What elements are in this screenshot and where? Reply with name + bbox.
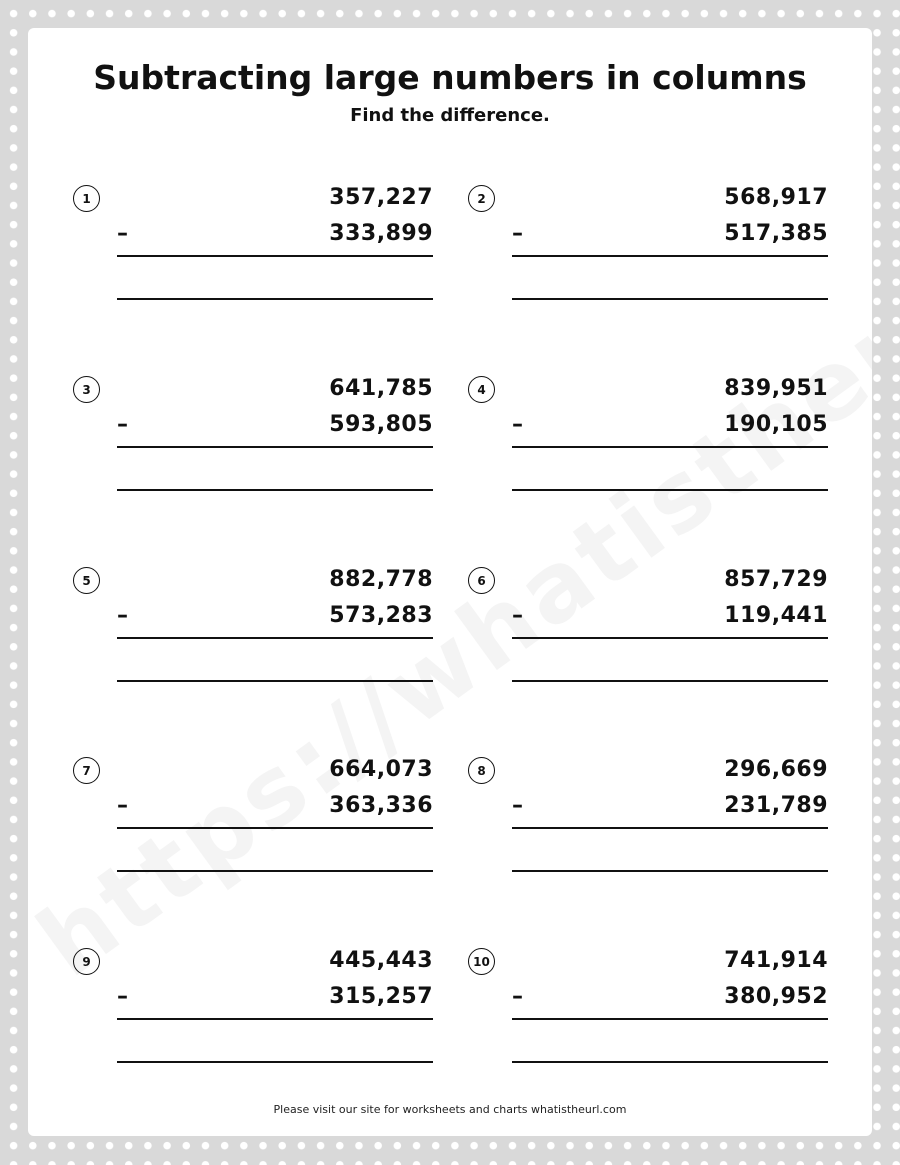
problem-number-badge: 1 [73, 185, 100, 212]
answer-line[interactable] [512, 680, 828, 682]
minus-sign: – [512, 603, 523, 628]
operation-line [512, 255, 828, 257]
answer-line[interactable] [512, 870, 828, 872]
minuend: 445,443 [329, 948, 433, 973]
subtrahend: 190,105 [724, 412, 828, 437]
subtrahend: 119,441 [724, 603, 828, 628]
problem-number-badge: 3 [73, 376, 100, 403]
problem-number-badge: 2 [468, 185, 495, 212]
problem-5 [73, 567, 433, 697]
minus-sign: – [512, 793, 523, 818]
minus-sign: – [117, 984, 128, 1009]
operation-line [512, 827, 828, 829]
problem-6 [468, 567, 828, 697]
minus-sign: – [117, 793, 128, 818]
answer-line[interactable] [117, 1061, 433, 1063]
subtrahend: 315,257 [329, 984, 433, 1009]
problem-number-badge: 8 [468, 757, 495, 784]
answer-line[interactable] [117, 489, 433, 491]
minuend: 568,917 [724, 185, 828, 210]
answer-line[interactable] [117, 870, 433, 872]
subtrahend: 380,952 [724, 984, 828, 1009]
subtrahend: 573,283 [329, 603, 433, 628]
minus-sign: – [117, 412, 128, 437]
operation-line [512, 637, 828, 639]
subtrahend: 333,899 [329, 221, 433, 246]
instructions: Find the difference. [350, 105, 550, 126]
minuend: 882,778 [329, 567, 433, 592]
minuend: 664,073 [329, 757, 433, 782]
minuend: 839,951 [724, 376, 828, 401]
minuend: 296,669 [724, 757, 828, 782]
problem-number-badge: 6 [468, 567, 495, 594]
minus-sign: – [117, 221, 128, 246]
problem-number-badge: 7 [73, 757, 100, 784]
problem-7 [73, 757, 433, 887]
subtrahend: 517,385 [724, 221, 828, 246]
operation-line [117, 827, 433, 829]
footer-text: Please visit our site for worksheets and charts whatistheurl.com [273, 1103, 627, 1116]
answer-line[interactable] [512, 298, 828, 300]
answer-line[interactable] [117, 298, 433, 300]
minuend: 857,729 [724, 567, 828, 592]
worksheet-page [28, 28, 872, 1136]
answer-line[interactable] [512, 1061, 828, 1063]
operation-line [117, 446, 433, 448]
answer-line[interactable] [512, 489, 828, 491]
problem-number-badge: 5 [73, 567, 100, 594]
operation-line [512, 446, 828, 448]
subtrahend: 593,805 [329, 412, 433, 437]
minuend: 641,785 [329, 376, 433, 401]
problem-10 [468, 948, 828, 1078]
problem-9 [73, 948, 433, 1078]
subtrahend: 231,789 [724, 793, 828, 818]
problem-number-badge: 4 [468, 376, 495, 403]
operation-line [117, 1018, 433, 1020]
page-title: Subtracting large numbers in columns [93, 58, 807, 97]
problem-2 [468, 185, 828, 315]
minus-sign: – [512, 412, 523, 437]
problem-number-badge: 10 [468, 948, 495, 975]
minus-sign: – [512, 984, 523, 1009]
minus-sign: – [512, 221, 523, 246]
minuend: 741,914 [724, 948, 828, 973]
problem-4 [468, 376, 828, 506]
operation-line [117, 637, 433, 639]
problem-8 [468, 757, 828, 887]
operation-line [512, 1018, 828, 1020]
problem-number-badge: 9 [73, 948, 100, 975]
problem-1 [73, 185, 433, 315]
problem-3 [73, 376, 433, 506]
minus-sign: – [117, 603, 128, 628]
subtrahend: 363,336 [329, 793, 433, 818]
answer-line[interactable] [117, 680, 433, 682]
minuend: 357,227 [329, 185, 433, 210]
operation-line [117, 255, 433, 257]
